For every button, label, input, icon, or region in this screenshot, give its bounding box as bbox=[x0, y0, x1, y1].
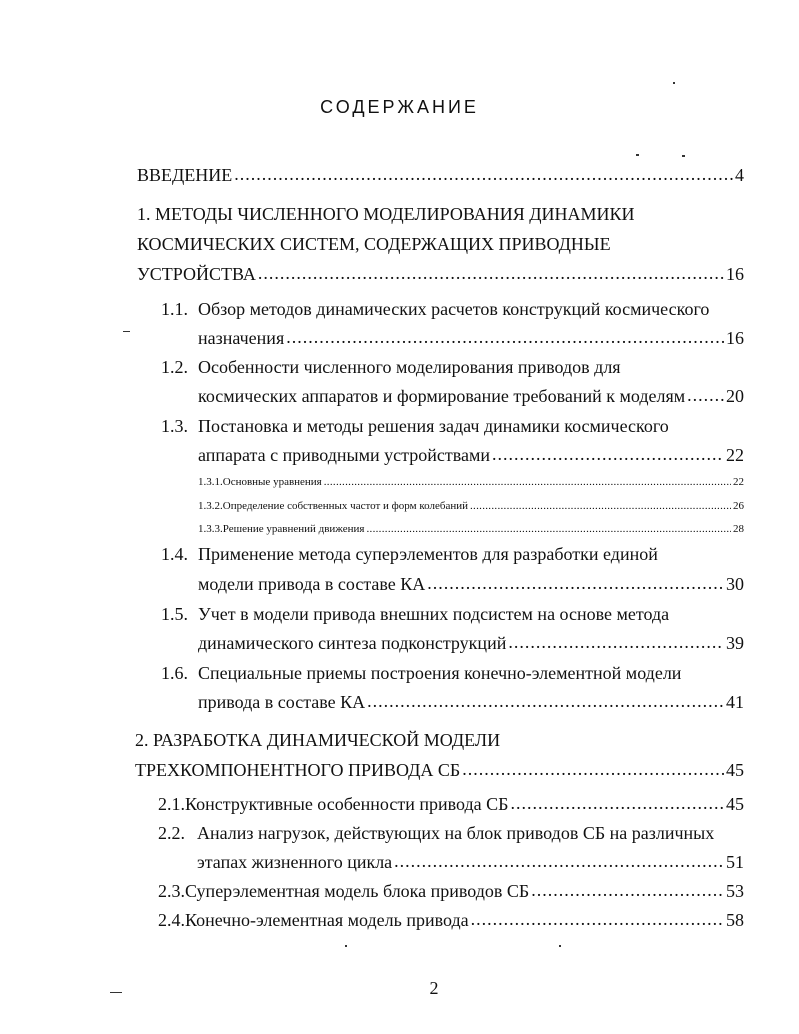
scan-speck bbox=[682, 155, 685, 157]
toc-entry-introduction bbox=[137, 165, 744, 186]
toc-page-number: 4 bbox=[735, 165, 744, 185]
toc-section-2-3: 2.3. Суперэлементная модель блока приводов СБ ..... 53 bbox=[158, 881, 744, 902]
toc-section-1-1: 1.1. Обзор методов динамических расчетов конструкций космического bbox=[161, 299, 710, 319]
scan-speck bbox=[345, 945, 347, 947]
toc-section-1-6-cont: привода в составе КА ..... 41 bbox=[198, 692, 744, 713]
toc-chapter-1-line-1: 1. МЕТОДЫ ЧИСЛЕННОГО МОДЕЛИРОВАНИЯ ДИНАМИКИ bbox=[137, 204, 635, 224]
scan-speck bbox=[673, 82, 675, 84]
toc-section-2-2: 2.2. Анализ нагрузок, действующих на блок приводов СБ на различных bbox=[158, 823, 715, 843]
toc-page-number: 39 bbox=[726, 633, 744, 653]
scan-speck bbox=[123, 331, 130, 332]
toc-subsection-1-3-3: 1.3.3. Решение уравнений движения ..... 28 bbox=[198, 523, 744, 535]
toc-section-2-1: 2.1. Конструктивные особенности привода СБ ..... 45 bbox=[158, 794, 744, 815]
scan-speck bbox=[559, 945, 561, 947]
toc-page-number: 22 bbox=[733, 476, 744, 488]
toc-section-1-4-cont: модели привода в составе КА ..... 30 bbox=[198, 574, 744, 595]
toc-page-number: 41 bbox=[726, 692, 744, 712]
toc-page-number: 53 bbox=[726, 881, 744, 901]
toc-section-1-3: 1.3. Постановка и методы решения задач динамики космического bbox=[161, 416, 669, 436]
toc-chapter-2-line-2: ТРЕХКОМПОНЕНТНОГО ПРИВОДА СБ ..... 45 bbox=[135, 760, 744, 781]
scan-speck bbox=[636, 154, 639, 156]
toc-section-1-5-cont: динамического синтеза подконструкций ..... 39 bbox=[198, 633, 744, 654]
toc-page-number: 45 bbox=[726, 760, 744, 780]
toc-page-number: 16 bbox=[726, 264, 744, 284]
toc-page-number: 26 bbox=[733, 500, 744, 512]
toc-entry-text: ВВЕДЕНИЕ bbox=[137, 165, 233, 185]
page-title: СОДЕРЖАНИЕ bbox=[320, 97, 479, 117]
toc-section-1-4: 1.4. Применение метода суперэлементов для разработки единой bbox=[161, 544, 658, 564]
toc-chapter-1-line-3: УСТРОЙСТВА ..... 16 bbox=[137, 264, 744, 285]
toc-subsection-1-3-2: 1.3.2. Определение собственных частот и форм колебаний ..... 26 bbox=[198, 500, 744, 512]
toc-page-number: 22 bbox=[726, 445, 744, 465]
toc-section-2-4: 2.4. Конечно-элементная модель привода ..... 58 bbox=[158, 910, 744, 931]
toc-page-number: 30 bbox=[726, 574, 744, 594]
toc-page-number: 20 bbox=[726, 386, 744, 406]
toc-subsection-1-3-1: 1.3.1. Основные уравнения ..... 22 bbox=[198, 476, 744, 488]
toc-page-number: 16 bbox=[726, 328, 744, 348]
scan-speck bbox=[110, 992, 122, 993]
toc-section-1-1-cont: назначения ..... 16 bbox=[198, 328, 744, 349]
toc-page-number: 45 bbox=[726, 794, 744, 814]
toc-page-number: 51 bbox=[726, 852, 744, 872]
toc-section-1-3-cont: аппарата с приводными устройствами ..... 22 bbox=[198, 445, 744, 466]
toc-page-number: 58 bbox=[726, 910, 744, 930]
toc-section-2-2-cont: этапах жизненного цикла ..... 51 bbox=[197, 852, 744, 873]
toc-section-1-6: 1.6. Специальные приемы построения конечно-элементной модели bbox=[161, 663, 682, 683]
page-number: 2 bbox=[429, 978, 439, 998]
toc-page-number: 28 bbox=[733, 523, 744, 535]
toc-section-1-5: 1.5. Учет в модели привода внешних подсистем на основе метода bbox=[161, 604, 670, 624]
toc-section-1-2-cont: космических аппаратов и формирование требований к моделям ..... 20 bbox=[198, 386, 744, 407]
toc-chapter-2-line-1: 2. РАЗРАБОТКА ДИНАМИЧЕСКОЙ МОДЕЛИ bbox=[135, 730, 501, 750]
toc-section-1-2: 1.2. Особенности численного моделирования приводов для bbox=[161, 357, 621, 377]
toc-chapter-1-line-2: КОСМИЧЕСКИХ СИСТЕМ, СОДЕРЖАЩИХ ПРИВОДНЫЕ bbox=[137, 234, 611, 254]
